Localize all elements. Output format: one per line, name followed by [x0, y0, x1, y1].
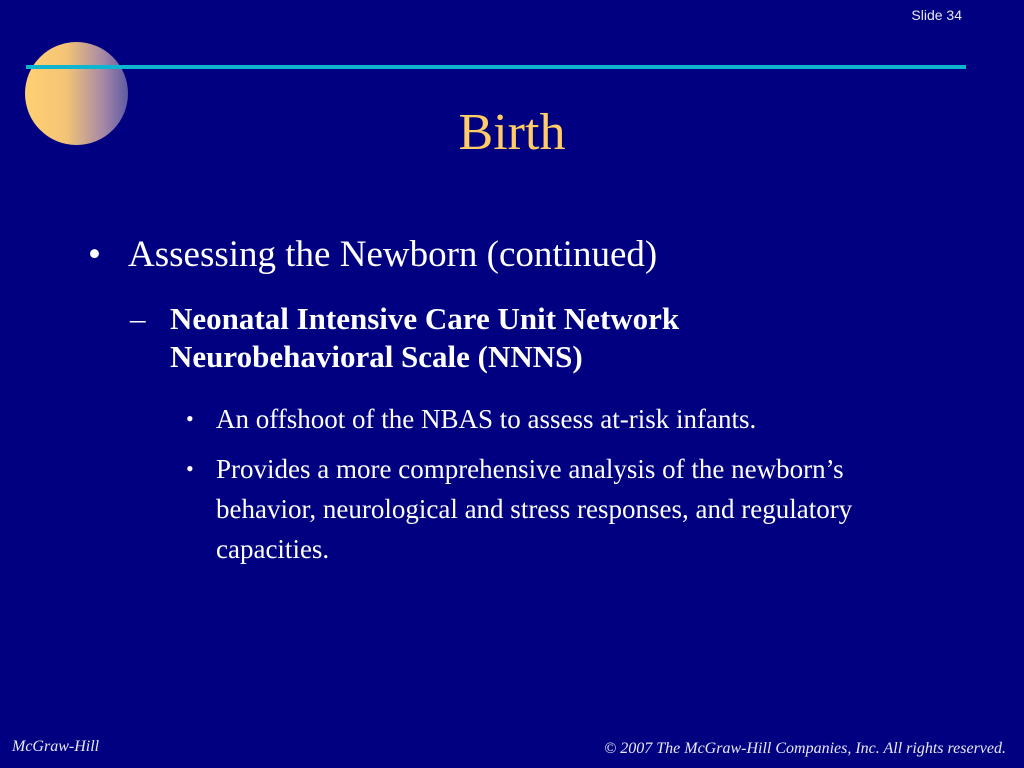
bullet-level3 — [186, 399, 886, 439]
dash-marker: – — [130, 301, 146, 336]
bullet-level3-text: An offshoot of the NBAS to assess at-risk infants. — [216, 404, 757, 434]
bullet-level2 — [130, 300, 850, 376]
bullet-level3-text: Provides a more comprehensive analysis of the newborn’s behavior, neurological and stress responses, and regulatory capacities. — [216, 454, 853, 564]
footer-copyright: © 2007 The McGraw-Hill Companies, Inc. All rights reserved. — [604, 740, 1006, 757]
bullet-level2-text: Neonatal Intensive Care Unit Network Neurobehavioral Scale (NNNS) — [170, 301, 680, 374]
slide-title: Birth — [458, 104, 566, 161]
footer-publisher: McGraw-Hill — [12, 738, 100, 755]
title-rule — [26, 65, 966, 69]
bullet-marker: • — [88, 234, 101, 275]
bullet-level1 — [88, 233, 657, 276]
bullet-level3 — [186, 449, 886, 569]
slide-number: Slide 34 — [911, 7, 962, 23]
bullet-marker: • — [186, 406, 194, 431]
bullet-marker: • — [186, 456, 194, 481]
bullet-level1-text: Assessing the Newborn (continued) — [128, 234, 658, 275]
